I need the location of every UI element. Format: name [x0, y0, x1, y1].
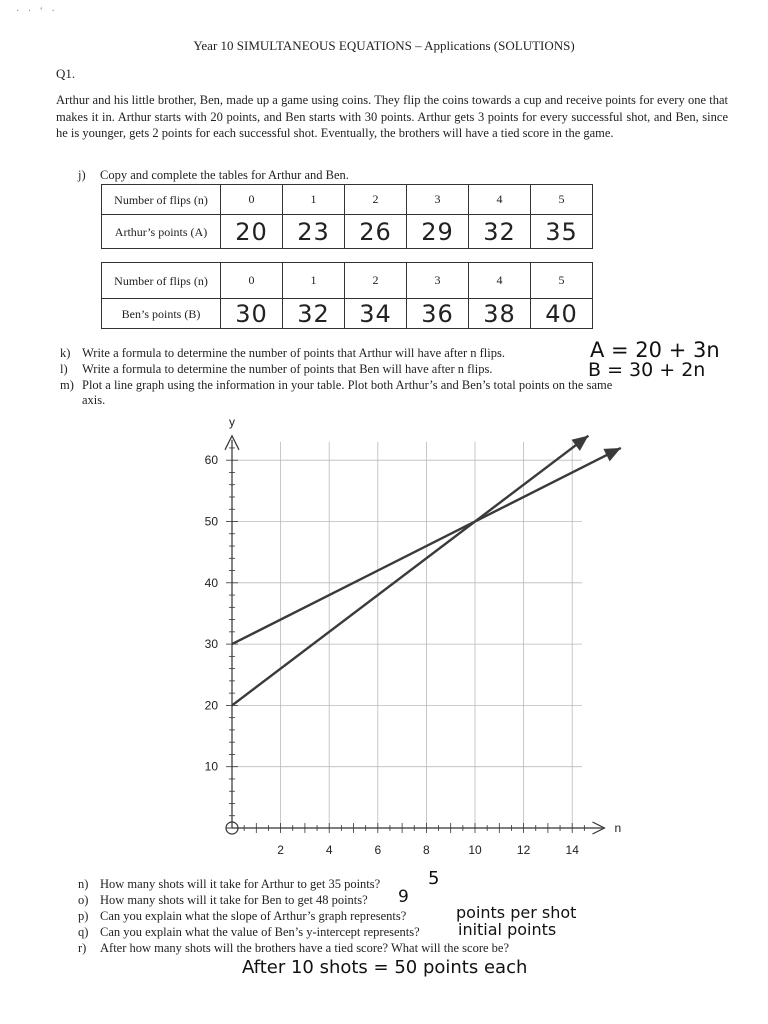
- part-q-answer: initial points: [458, 920, 557, 939]
- y-tick-label: 40: [204, 575, 218, 590]
- part-o-label: o): [78, 893, 89, 907]
- y-tick-label: 60: [204, 453, 218, 468]
- ben-points-cell: 40: [531, 299, 593, 329]
- x-tick-label: 2: [277, 843, 284, 857]
- part-p-label: p): [78, 909, 89, 923]
- part-o-text: How many shots will it take for Ben to get 48 points?: [100, 893, 368, 907]
- y-tick-label: 20: [204, 698, 218, 713]
- arthur-points-cell: 20: [221, 215, 283, 249]
- x-tick-label: 8: [423, 843, 430, 857]
- ben-points-cell: 30: [221, 299, 283, 329]
- ben-flip-cell: 5: [531, 263, 593, 299]
- part-k: [60, 346, 505, 361]
- arthur-points-cell: 29: [407, 215, 469, 249]
- ben-flip-cell: 1: [283, 263, 345, 299]
- part-q: [78, 925, 420, 940]
- arthur-flip-cell: 1: [283, 185, 345, 215]
- series-arrowhead: [571, 436, 588, 451]
- part-l-answer: B = 30 + 2n: [588, 359, 706, 381]
- ben-table-header-label: Number of flips (n): [102, 263, 221, 299]
- arthur-table-header-label: Number of flips (n): [102, 185, 221, 215]
- part-p: [78, 909, 406, 924]
- question-intro: Arthur and his little brother, Ben, made up a game using coins. They flip the coins towards a cup and receive points for every one that makes it in. Arthur starts with 20 points, and Ben starts with 30 points. Arthur gets 3 points for every successful shot, and Ben, since he is younger, gets 2 points for each successful shot. Eventually, the brothers will have a tied score in the game.: [56, 93, 728, 140]
- x-tick-label: 14: [565, 843, 579, 857]
- part-n-text: How many shots will it take for Arthur to get 35 points?: [100, 877, 381, 891]
- x-axis-label: n: [614, 821, 622, 835]
- part-r-label: r): [78, 941, 87, 955]
- arthur-flip-cell: 3: [407, 185, 469, 215]
- part-r-answer: After 10 shots = 50 points each: [242, 957, 528, 978]
- part-j: [78, 168, 349, 183]
- scan-specks: · · ‘ ·: [16, 6, 58, 17]
- part-n-answer: 5: [428, 868, 440, 889]
- ben-points-cell: 36: [407, 299, 469, 329]
- series-line: [232, 436, 588, 706]
- y-tick-label: 10: [204, 759, 218, 774]
- arthur-points-cell: 32: [469, 215, 531, 249]
- part-m: [60, 378, 730, 408]
- arthur-flip-cell: 0: [221, 185, 283, 215]
- part-n: [78, 877, 380, 892]
- part-m-text-2: axis.: [82, 393, 106, 407]
- part-l-text: Write a formula to determine the number of points that Ben will have after n flips.: [82, 362, 493, 376]
- part-r-text: After how many shots will the brothers have a tied score? What will the score be?: [100, 941, 510, 955]
- ben-points-cell: 32: [283, 299, 345, 329]
- arthur-points-cell: 35: [531, 215, 593, 249]
- arthur-points-cell: 26: [345, 215, 407, 249]
- ben-table-row-label: Ben’s points (B): [102, 299, 221, 329]
- part-o-answer: 9: [398, 887, 409, 907]
- part-n-label: n): [78, 877, 89, 891]
- part-l-label: l): [60, 362, 68, 376]
- x-tick-label: 12: [516, 843, 531, 857]
- ben-flip-cell: 0: [221, 263, 283, 299]
- question-number: Q1.: [56, 66, 76, 81]
- graph-grid: [232, 442, 582, 828]
- part-j-text: Copy and complete the tables for Arthur and Ben.: [100, 168, 349, 182]
- part-o: [78, 893, 368, 908]
- ben-flip-cell: 2: [345, 263, 407, 299]
- arthur-flip-cell: 5: [531, 185, 593, 215]
- arthur-table: [101, 184, 593, 249]
- ben-table: [101, 262, 593, 329]
- part-k-label: k): [60, 346, 71, 360]
- arthur-flip-cell: 4: [469, 185, 531, 215]
- part-q-text: Can you explain what the value of Ben’s y-intercept represents?: [100, 925, 420, 939]
- arthur-flip-cell: 2: [345, 185, 407, 215]
- y-tick-label: 50: [204, 514, 218, 529]
- y-axis-label: y: [229, 414, 235, 429]
- part-r: [78, 941, 509, 956]
- line-graph: [180, 410, 640, 865]
- graph-ticks: [205, 448, 585, 857]
- ben-flip-cell: 4: [469, 263, 531, 299]
- part-p-text: Can you explain what the slope of Arthur’s graph represents?: [100, 909, 407, 923]
- part-m-text: Plot a line graph using the information in your table. Plot both Arthur’s and Ben’s total points on the same: [82, 378, 613, 392]
- arthur-table-row-label: Arthur’s points (A): [102, 215, 221, 249]
- ben-flip-cell: 3: [407, 263, 469, 299]
- y-tick-label: 30: [204, 637, 218, 652]
- worksheet-title: Year 10 SIMULTANEOUS EQUATIONS – Applications (SOLUTIONS): [193, 38, 575, 53]
- part-j-label: j): [78, 168, 86, 182]
- x-tick-label: 6: [374, 843, 382, 857]
- arthur-points-cell: 23: [283, 215, 345, 249]
- ben-points-cell: 34: [345, 299, 407, 329]
- part-q-label: q): [78, 925, 89, 939]
- x-tick-label: 10: [468, 843, 482, 857]
- part-m-label: m): [60, 378, 74, 392]
- x-tick-label: 4: [325, 843, 333, 857]
- part-l: [60, 362, 493, 377]
- ben-points-cell: 38: [469, 299, 531, 329]
- part-k-answer: A = 20 + 3n: [590, 338, 720, 362]
- part-p-answer: points per shot: [456, 903, 577, 922]
- part-k-text: Write a formula to determine the number of points that Arthur will have after n flips.: [82, 346, 505, 360]
